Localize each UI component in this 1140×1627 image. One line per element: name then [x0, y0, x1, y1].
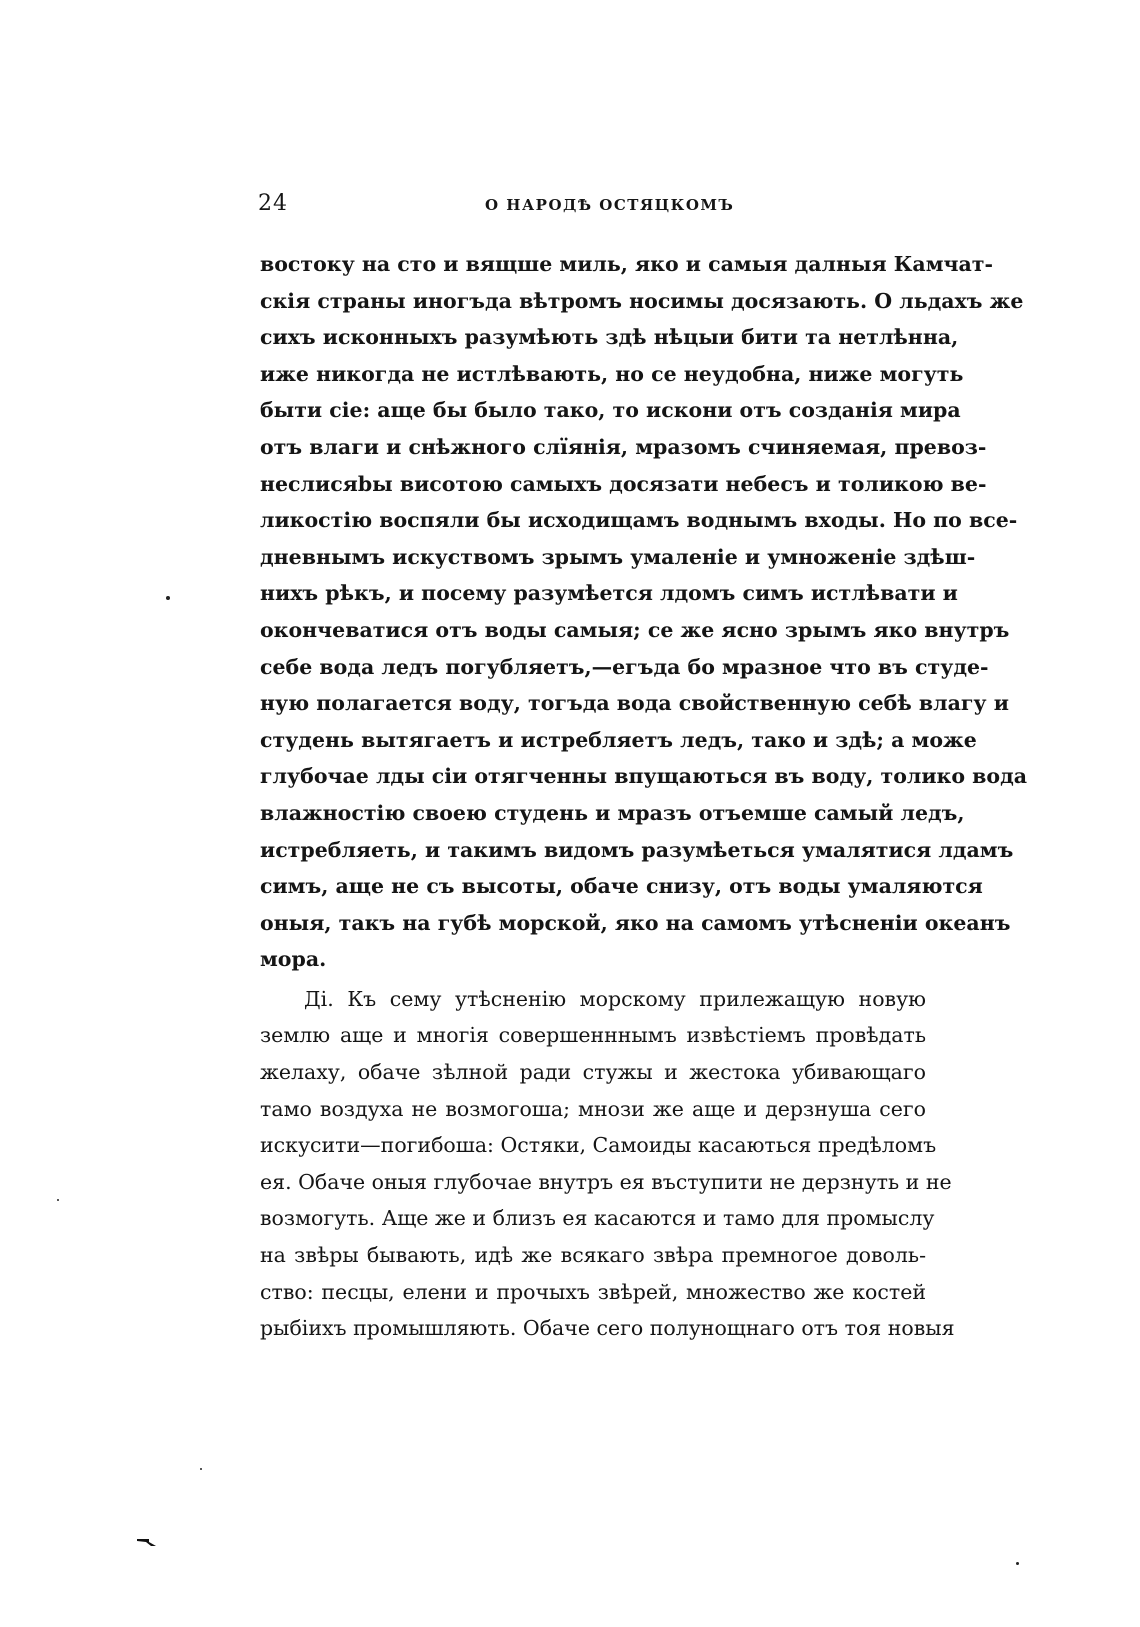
- text-line: землю аще и многія совершенннымъ извѣстіемъ провѣдать: [260, 1023, 926, 1048]
- text-line: возмогуть. Аще же и близъ ея касаются и тамо для промыслу: [260, 1206, 935, 1231]
- text-line: на звѣры бывають, идѣ же всякаго звѣра премногое доволь-: [260, 1243, 926, 1268]
- text-line: студень вытягаетъ и истребляетъ ледъ, тако и здѣ; а може: [260, 727, 977, 752]
- text-line: истребляеть, и такимъ видомъ разумѣеться умалятися лдамъ: [260, 837, 1014, 862]
- text-line: быти сіе: аще бы было тако, то искони отъ созданія мира: [260, 398, 961, 423]
- text-line: сихъ исконныхъ разумѣють здѣ нѣцыи бити та нетлѣнна,: [260, 325, 959, 350]
- text-line: ство: песцы, елени и прочыхъ звѣрей, множество же костей: [260, 1279, 926, 1304]
- text-line: себе вода ледъ погубляетъ,—егъда бо мразное что въ студе-: [260, 654, 989, 679]
- text-line: скія страны иногъда вѣтромъ носимы досязають. О льдахъ же: [260, 288, 1024, 313]
- scan-mark: [137, 1538, 157, 1547]
- text-line: ея. Обаче оныя глубочае внутръ ея въступити не дерзнуть и не: [260, 1169, 952, 1194]
- text-line: нихъ рѣкъ, и посему разумѣется лдомъ симъ истлѣвати и: [260, 581, 958, 606]
- text-line: дневнымъ искуствомъ зрымъ умаленіе и умноженіе здѣш-: [260, 544, 976, 569]
- text-line: иже никогда не истлѣвають, но се неудобна, ниже могуть: [260, 361, 964, 386]
- text-line: отъ влаги и снѣжного слїянія, мразомъ счиняемая, превоз-: [260, 434, 987, 459]
- text-line: ную полагается воду, тогъда вода свойственную себѣ влагу и: [260, 691, 1009, 716]
- text-line: симъ, аще не съ высоты, обаче снизу, отъ воды умаляются: [260, 874, 983, 899]
- text-line: искусити—погибоша: Остяки, Самоиды касаються предѣломъ: [260, 1133, 937, 1158]
- text-line: востоку на сто и вящше миль, яко и самыя далныя Камчат-: [260, 252, 994, 276]
- text-line: неслисяbы висотою самыхъ досязати небесъ и толикою ве-: [260, 471, 987, 496]
- text-line: ликостію воспяли бы исходищамъ воднымъ входы. Но по все-: [260, 508, 1018, 533]
- text-line: рыбіихъ промышляють. Обаче сего полунощнаго отъ тоя новыя: [260, 1316, 955, 1341]
- text-line: мора.: [260, 947, 327, 972]
- scan-speck: [166, 596, 170, 600]
- scan-speck: [57, 1199, 59, 1201]
- text-line: Ді. Къ сему утѣсненію морскому прилежащую новую: [304, 986, 926, 1011]
- scan-speck: [1016, 1562, 1019, 1565]
- text-line: оныя, такъ на губѣ морской, яко на самомъ утѣсненіи океанъ: [260, 910, 1011, 935]
- scan-speck: [200, 1468, 202, 1470]
- text-line: желаху, обаче зѣлной ради стужы и жестока убивающаго: [260, 1060, 926, 1085]
- text-line: тамо воздуха не возмогоша; мнози же аще и дерзнуша сего: [260, 1096, 926, 1121]
- text-line: влажностію своею студень и мразъ отъемше самый ледъ,: [260, 800, 965, 825]
- body-text: [260, 246, 1028, 1347]
- running-title: О НАРОДѢ ОСТЯЦКОМЪ: [485, 196, 735, 214]
- text-line: окончеватися отъ воды самыя; се же ясно зрымъ яко внутръ: [260, 617, 1010, 642]
- text-line: глубочае лды сіи отягченны впущаються въ воду, толико вода: [260, 764, 1028, 789]
- page-number: 24: [258, 191, 288, 216]
